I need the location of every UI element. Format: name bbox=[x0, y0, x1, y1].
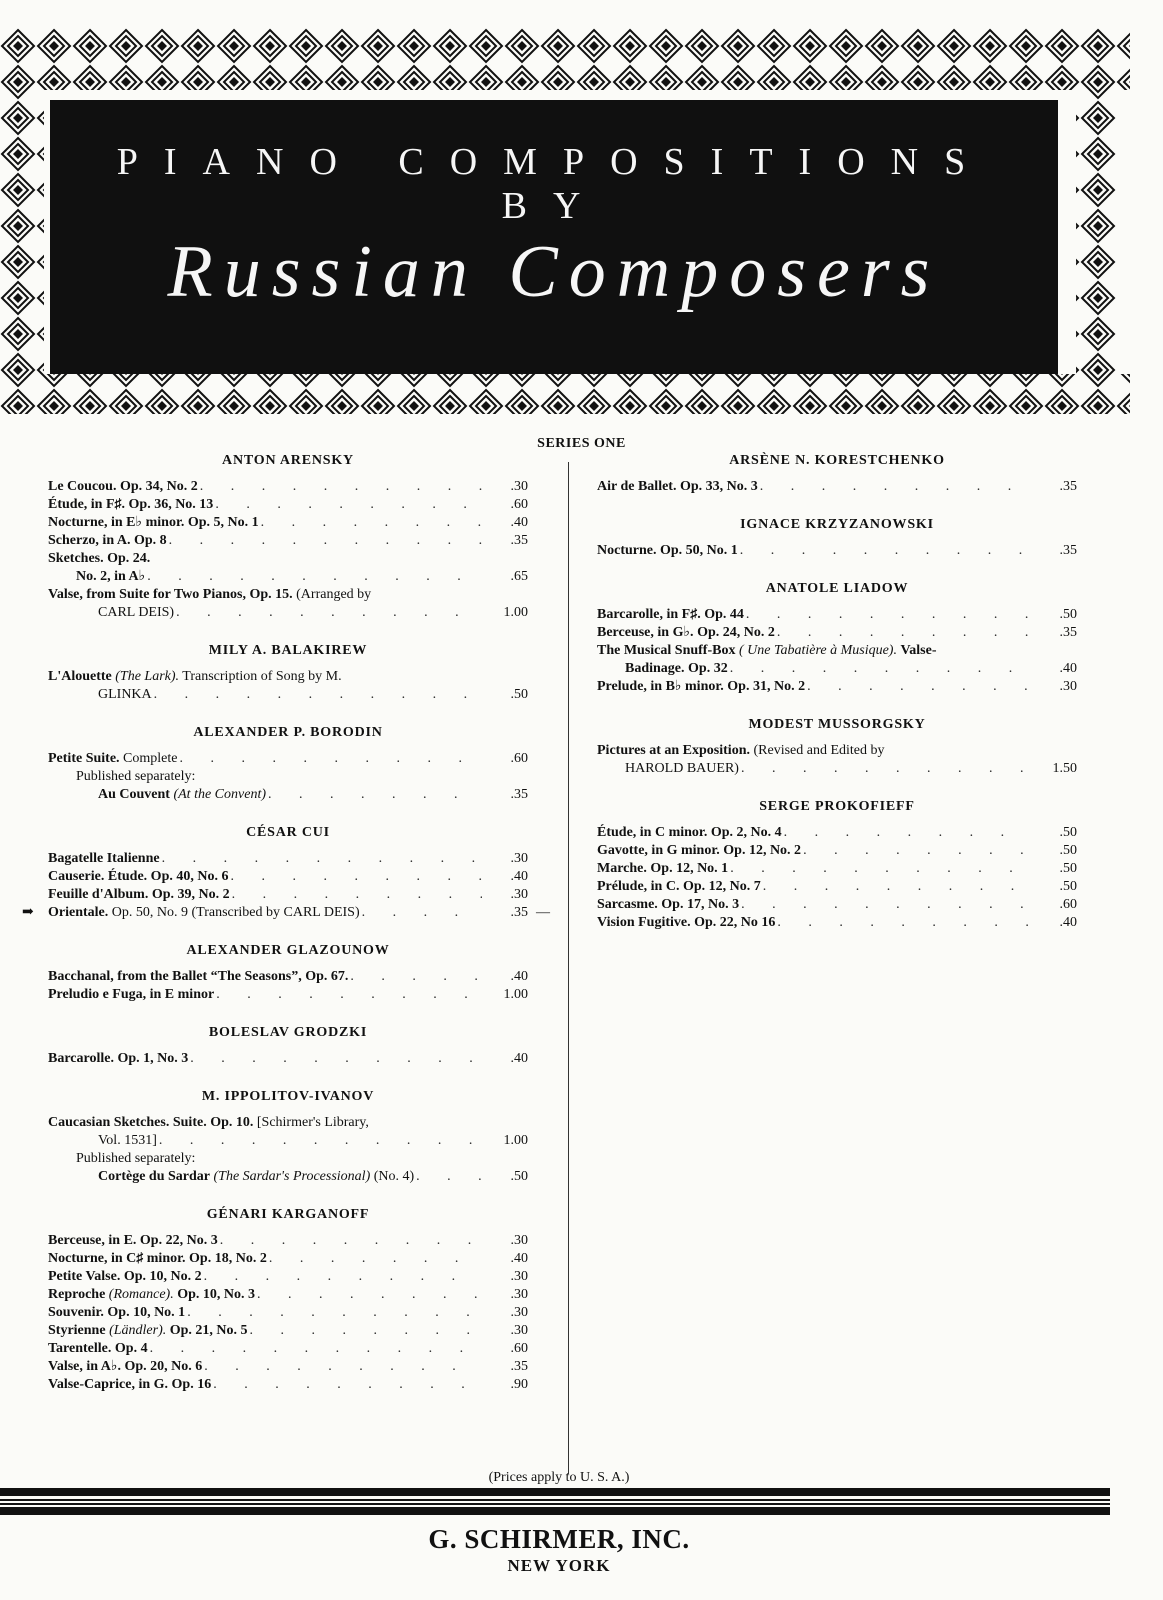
composer-name: ALEXANDER P. BORODIN bbox=[193, 725, 383, 740]
composer-name: CÉSAR CUI bbox=[246, 825, 330, 840]
series-heading: SERIES ONE bbox=[537, 436, 626, 451]
list-item-continued: CARL DEIS) . . . 1.00 bbox=[48, 604, 528, 622]
price: .60 bbox=[510, 1341, 528, 1356]
composer-name: GÉNARI KARGANOFF bbox=[206, 1207, 370, 1222]
dash-marker: — bbox=[536, 905, 550, 920]
list-item: The Musical Snuff-Box ( Une Tabatière à Musique). Valse- bbox=[597, 643, 937, 658]
list-item: Nocturne, in C♯ minor. Op. 18, No. 2 . . . .40 bbox=[48, 1250, 528, 1268]
price: .35 bbox=[1059, 479, 1077, 494]
price: .90 bbox=[510, 1377, 528, 1392]
list-item: Étude, in C minor. Op. 2, No. 4 . . . .50 bbox=[597, 824, 1077, 842]
price: .30 bbox=[510, 1287, 528, 1302]
column-divider bbox=[568, 462, 569, 1474]
price: .50 bbox=[1059, 825, 1077, 840]
price: .50 bbox=[1059, 861, 1077, 876]
list-item: Sarcasme. Op. 17, No. 3 . . . .60 bbox=[597, 896, 1077, 914]
price: .50 bbox=[510, 1169, 528, 1184]
list-item-continued: GLINKA . . . .50 bbox=[48, 686, 528, 704]
list-item: Nocturne, in E♭ minor. Op. 5, No. 1 . . . .40 bbox=[48, 514, 528, 532]
list-item: Bagatelle Italienne . . . .30 bbox=[48, 850, 528, 868]
price: .30 bbox=[510, 1305, 528, 1320]
banner-line-1: PIANO COMPOSITIONS BY bbox=[116, 141, 992, 227]
banner-line-2: Russian Composers bbox=[167, 231, 941, 313]
composer-name: ANATOLE LIADOW bbox=[765, 581, 909, 596]
price: .35 bbox=[510, 787, 528, 802]
price: .30 bbox=[510, 887, 528, 902]
composer-name: ARSÈNE N. KORESTCHENKO bbox=[729, 453, 945, 468]
price: .50 bbox=[1059, 879, 1077, 894]
list-item: Feuille d'Album. Op. 39, No. 2 . . . .30 bbox=[48, 886, 528, 904]
list-item: Preludio e Fuga, in E minor . . . 1.00 bbox=[48, 986, 528, 1004]
composer-name: IGNACE KRZYZANOWSKI bbox=[740, 517, 934, 532]
price: 1.00 bbox=[503, 605, 528, 620]
list-item: No. 2, in A♭ . . . .65 bbox=[48, 568, 528, 586]
list-item: Vision Fugitive. Op. 22, No 16 . . . .40 bbox=[597, 914, 1077, 932]
arrow-marker-icon: ➡ bbox=[22, 905, 34, 920]
list-item: Bacchanal, from the Ballet “The Seasons”, Op. 67. . . . .40 bbox=[48, 968, 528, 986]
list-item: Nocturne. Op. 50, No. 1 . . . .35 bbox=[597, 542, 1077, 560]
price: .65 bbox=[510, 569, 528, 584]
composer-name: BOLESLAV GRODZKI bbox=[208, 1025, 368, 1040]
list-item: Barcarolle. Op. 1, No. 3 . . . .40 bbox=[48, 1050, 528, 1068]
prices-note: (Prices apply to U. S. A.) bbox=[488, 1470, 630, 1485]
price: .35 bbox=[1059, 625, 1077, 640]
composer-name: M. IPPOLITOV-IVANOV bbox=[201, 1089, 375, 1104]
price: .30 bbox=[510, 1233, 528, 1248]
price: .40 bbox=[510, 869, 528, 884]
list-item-continued: Vol. 1531] . . . 1.00 bbox=[48, 1132, 528, 1150]
publisher-name: G. SCHIRMER, INC. bbox=[428, 1524, 690, 1554]
list-item: Petite Valse. Op. 10, No. 2 . . . .30 bbox=[48, 1268, 528, 1286]
list-item: Le Coucou. Op. 34, No. 2 . . . .30 bbox=[48, 478, 528, 496]
price: 1.00 bbox=[503, 987, 528, 1002]
price: .30 bbox=[510, 1269, 528, 1284]
price: 1.50 bbox=[1052, 761, 1077, 776]
list-item: Pictures at an Exposition. (Revised and Edited by bbox=[597, 743, 885, 758]
list-item: Valse, from Suite for Two Pianos, Op. 15. (Arranged by bbox=[48, 587, 372, 602]
list-item: Prelude, in B♭ minor. Op. 31, No. 2 . . . .30 bbox=[597, 678, 1077, 696]
divider bbox=[0, 1488, 1110, 1496]
list-item: Berceuse, in E. Op. 22, No. 3 . . . .30 bbox=[48, 1232, 528, 1250]
price: .60 bbox=[510, 497, 528, 512]
publisher-city: NEW YORK bbox=[507, 1556, 611, 1575]
price: .30 bbox=[510, 479, 528, 494]
price: .60 bbox=[1059, 897, 1077, 912]
list-item-continued: Badinage. Op. 32 . . . .40 bbox=[597, 660, 1077, 678]
composer-name: ANTON ARENSKY bbox=[222, 453, 354, 468]
list-item: Styrienne (Ländler). Op. 21, No. 5 . . . .30 bbox=[48, 1322, 528, 1340]
list-item: Prélude, in C. Op. 12, No. 7 . . . .50 bbox=[597, 878, 1077, 896]
list-item: Valse, in A♭. Op. 20, No. 6 . . . .35 bbox=[48, 1358, 528, 1376]
composer-name: MODEST MUSSORGSKY bbox=[748, 717, 926, 732]
list-item-continued: HAROLD BAUER) . . . 1.50 bbox=[597, 760, 1077, 778]
price: .40 bbox=[510, 969, 528, 984]
list-item: ➡ Orientale. Op. 50, No. 9 (Transcribed by CARL DEIS) . . . .35 — bbox=[48, 904, 528, 922]
list-item: Cortège du Sardar (The Sardar's Processional) (No. 4) . . . .50 bbox=[48, 1168, 528, 1186]
list-item: Gavotte, in G minor. Op. 12, No. 2 . . . .50 bbox=[597, 842, 1077, 860]
divider bbox=[0, 1507, 1110, 1515]
left-column bbox=[22, 452, 550, 1394]
price: .35 bbox=[1059, 543, 1077, 558]
list-item: Petite Suite. Complete . . . .60 bbox=[48, 750, 528, 768]
list-item: Air de Ballet. Op. 33, No. 3 . . . .35 bbox=[597, 478, 1077, 496]
list-item: Valse-Caprice, in G. Op. 16 . . . .90 bbox=[48, 1376, 528, 1394]
list-item: Berceuse, in G♭. Op. 24, No. 2 . . . .35 bbox=[597, 624, 1077, 642]
price: .35 bbox=[510, 533, 528, 548]
list-item: Au Couvent (At the Convent) . . . .35 bbox=[48, 786, 528, 804]
composer-name: SERGE PROKOFIEFF bbox=[759, 799, 915, 814]
composer-name: ALEXANDER GLAZOUNOW bbox=[186, 943, 390, 958]
price: .35 bbox=[510, 905, 528, 920]
price: .40 bbox=[1059, 661, 1077, 676]
composer-name: MILY A. BALAKIREW bbox=[208, 643, 368, 658]
list-item: Tarentelle. Op. 4 . . . .60 bbox=[48, 1340, 528, 1358]
price: .60 bbox=[510, 751, 528, 766]
divider bbox=[0, 1499, 1110, 1501]
price: .30 bbox=[510, 1323, 528, 1338]
list-item: Barcarolle, in F♯. Op. 44 . . . .50 bbox=[597, 606, 1077, 624]
list-item: Published separately: bbox=[76, 769, 196, 784]
price: .50 bbox=[510, 687, 528, 702]
divider bbox=[0, 1503, 1110, 1505]
list-item: L'Alouette (The Lark). Transcription of Song by M. bbox=[48, 669, 342, 684]
right-column bbox=[597, 452, 1077, 932]
list-item: Scherzo, in A. Op. 8 . . . .35 bbox=[48, 532, 528, 550]
price: .40 bbox=[1059, 915, 1077, 930]
price: .50 bbox=[1059, 607, 1077, 622]
price: .50 bbox=[1059, 843, 1077, 858]
list-item: Souvenir. Op. 10, No. 1 . . . .30 bbox=[48, 1304, 528, 1322]
title-banner bbox=[50, 100, 1058, 374]
price: 1.00 bbox=[503, 1133, 528, 1148]
list-item: Causerie. Étude. Op. 40, No. 6 . . . .40 bbox=[48, 868, 528, 886]
price: .40 bbox=[510, 1051, 528, 1066]
list-item: Marche. Op. 12, No. 1 . . . .50 bbox=[597, 860, 1077, 878]
list-item: Reproche (Romance). Op. 10, No. 3 . . . .30 bbox=[48, 1286, 528, 1304]
list-item: Étude, in F♯. Op. 36, No. 13 . . . .60 bbox=[48, 496, 528, 514]
list-item: Published separately: bbox=[76, 1151, 196, 1166]
list-item: Caucasian Sketches. Suite. Op. 10. [Schirmer's Library, bbox=[48, 1115, 369, 1130]
price: .40 bbox=[510, 515, 528, 530]
price: .30 bbox=[510, 851, 528, 866]
price: .40 bbox=[510, 1251, 528, 1266]
footer-rules bbox=[0, 1488, 1110, 1518]
price: .35 bbox=[510, 1359, 528, 1374]
price: .30 bbox=[1059, 679, 1077, 694]
list-item: Sketches. Op. 24. bbox=[48, 551, 151, 566]
